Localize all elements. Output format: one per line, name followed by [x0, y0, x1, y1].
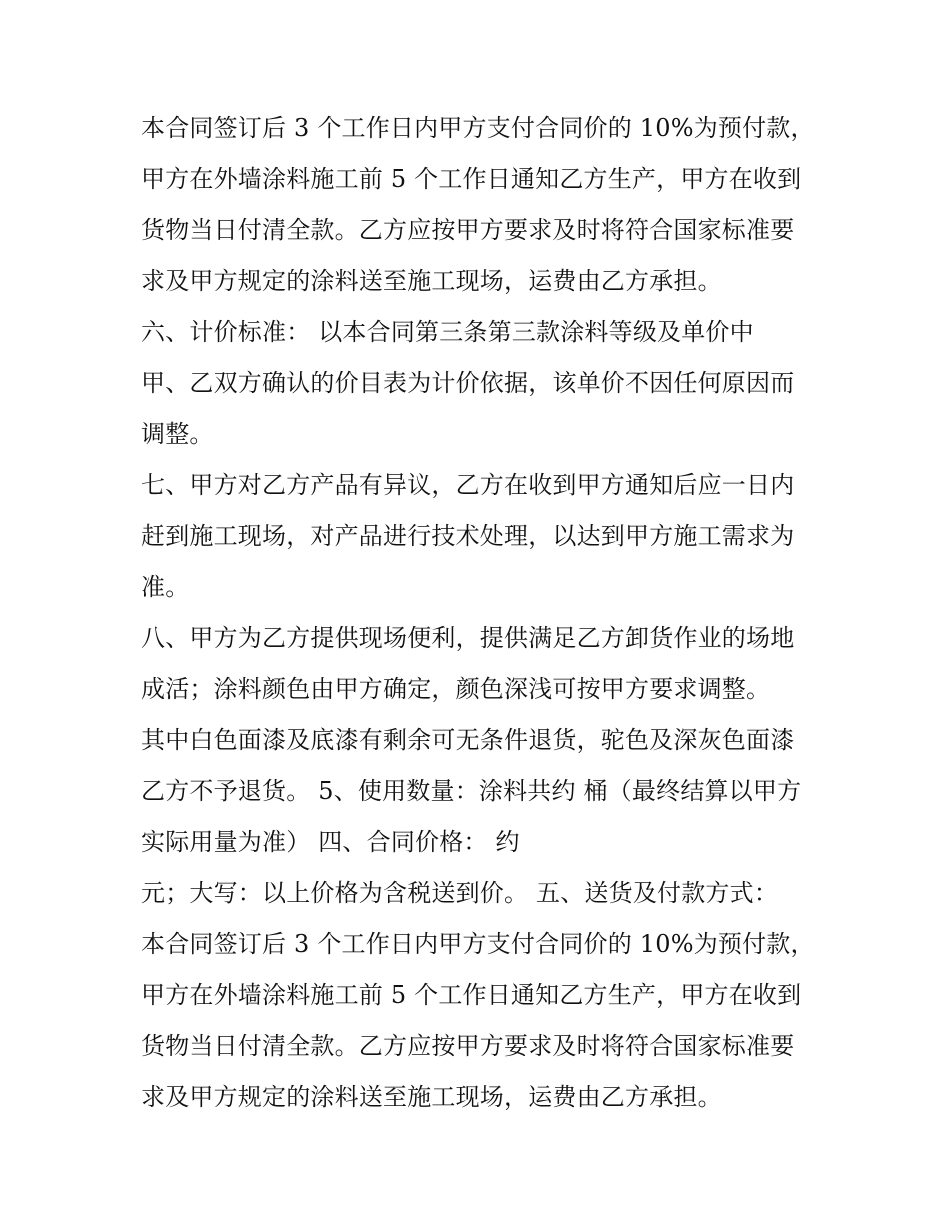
text-line: 实际用量为准） 四、合同价格： 约: [141, 828, 520, 856]
text-line: 甲方在外墙涂料施工前 5 个工作日通知乙方生产，甲方在收到: [141, 165, 802, 193]
text-line: 准。: [141, 573, 190, 601]
text-line: 七、甲方对乙方产品有异议，乙方在收到甲方通知后应一日内: [141, 471, 795, 499]
text-line: 调整。: [141, 420, 214, 448]
text-line: 六、计价标准： 以本合同第三条第三款涂料等级及单价中: [141, 318, 754, 346]
text-line: 成活；涂料颜色由甲方确定，颜色深浅可按甲方要求调整。: [141, 675, 771, 703]
text-line: 货物当日付清全款。乙方应按甲方要求及时将符合国家标准要: [141, 216, 795, 244]
text-line: 甲、乙双方确认的价目表为计价依据，该单价不因任何原因而: [141, 369, 795, 397]
text-line: 甲方在外墙涂料施工前 5 个工作日通知乙方生产，甲方在收到: [141, 981, 802, 1009]
text-line: 乙方不予退货。 5、使用数量：涂料共约 桶（最终结算以甲方: [141, 777, 802, 805]
text-line: 本合同签订后 3 个工作日内甲方支付合同价的 10%为预付款，: [141, 114, 815, 142]
text-line: 本合同签订后 3 个工作日内甲方支付合同价的 10%为预付款，: [141, 930, 815, 958]
text-line: 赶到施工现场，对产品进行技术处理，以达到甲方施工需求为: [141, 522, 795, 550]
text-line: 求及甲方规定的涂料送至施工现场，运费由乙方承担。: [141, 1083, 722, 1111]
text-line: 元；大写：以上价格为含税送到价。 五、送货及付款方式：: [141, 879, 779, 907]
text-line: 其中白色面漆及底漆有剩余可无条件退货，驼色及深灰色面漆: [141, 726, 795, 754]
text-line: 货物当日付清全款。乙方应按甲方要求及时将符合国家标准要: [141, 1032, 795, 1060]
text-line: 八、甲方为乙方提供现场便利，提供满足乙方卸货作业的场地: [141, 624, 795, 652]
text-line: 求及甲方规定的涂料送至施工现场，运费由乙方承担。: [141, 267, 722, 295]
contract-text: [141, 103, 831, 1123]
